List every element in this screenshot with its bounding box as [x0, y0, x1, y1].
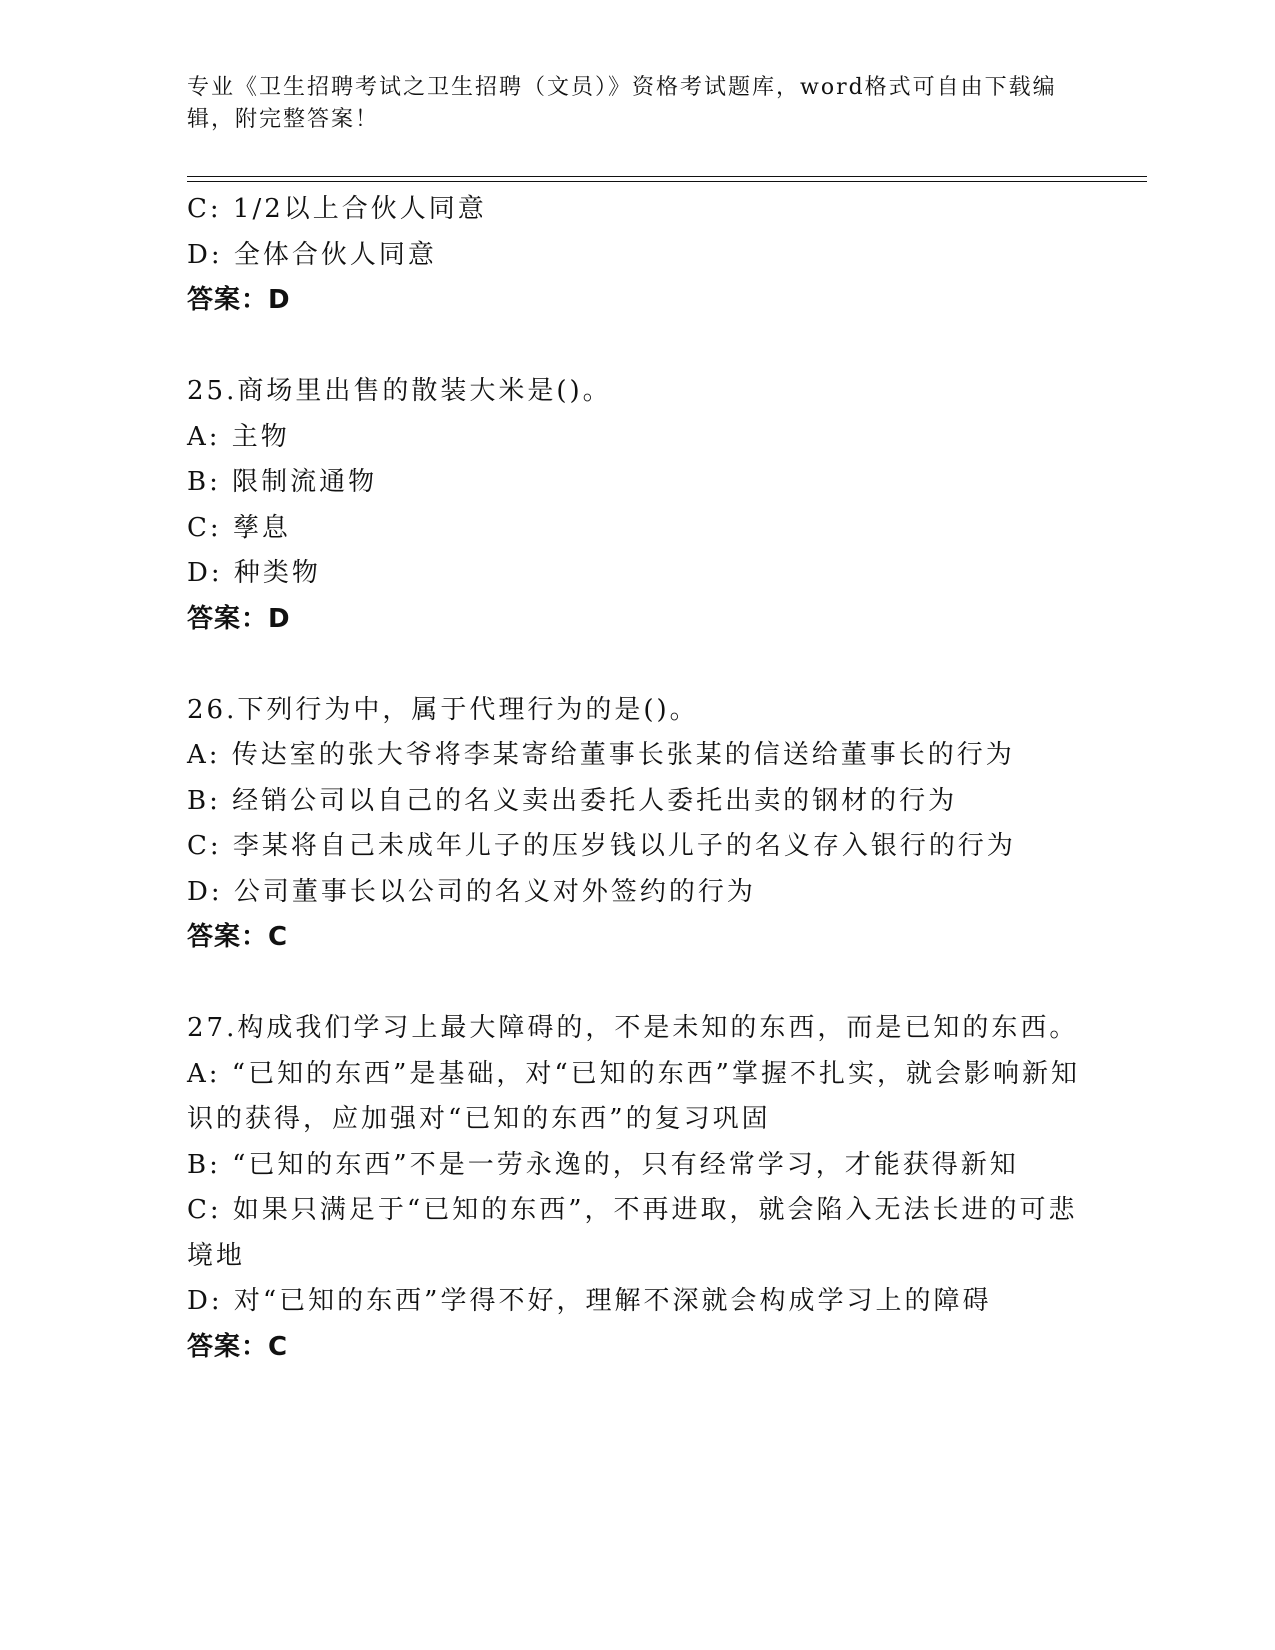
question-title: 27.构成我们学习上最大障碍的，不是未知的东西，而是已知的东西。 — [187, 1013, 1079, 1043]
answer-line: 答案：C — [187, 922, 289, 952]
spacer — [187, 324, 1087, 370]
document-header: 专业《卫生招聘考试之卫生招聘（文员）》资格考试题库，word格式可自由下载编辑，附完整答案！ — [187, 75, 1057, 132]
spacer — [187, 961, 1087, 1007]
question-27 — [187, 1006, 1087, 1370]
question-fragment — [187, 187, 1087, 324]
option-c: C: 孳息 — [187, 512, 291, 543]
header-divider-bottom — [187, 181, 1147, 182]
question-26 — [187, 688, 1087, 961]
option-b: B: 经销公司以自己的名义卖出委托人委托出卖的钢材的行为 — [187, 785, 958, 816]
option-a: A: 传达室的张大爷将李某寄给董事长张某的信送给董事长的行为 — [187, 740, 1015, 770]
option-c: C: 如果只满足于“已知的东西”，不再进取，就会陷入无法长进的可悲境地 — [187, 1195, 1078, 1271]
option-b: B: “已知的东西”不是一劳永逸的，只有经常学习，才能获得新知 — [187, 1149, 1019, 1180]
option-d: D: 公司董事长以公司的名义对外签约的行为 — [187, 876, 756, 907]
option-d: D: 对“已知的东西”学得不好，理解不深就会构成学习上的障碍 — [187, 1286, 992, 1316]
question-title: 26.下列行为中，属于代理行为的是()。 — [187, 694, 699, 725]
answer-line: 答案：D — [187, 285, 291, 315]
header-divider-top — [187, 176, 1147, 177]
option-b: B: 限制流通物 — [187, 467, 378, 497]
option-a: A: 主物 — [187, 421, 290, 452]
option-c: C: 李某将自己未成年儿子的压岁钱以儿子的名义存入银行的行为 — [187, 831, 1016, 861]
option-a: A: “已知的东西”是基础，对“已知的东西”掌握不扎实，就会影响新知识的获得，应加强对“已知的东西”的复习巩固 — [187, 1058, 1080, 1134]
answer-line: 答案：D — [187, 603, 291, 634]
spacer — [187, 642, 1087, 688]
option-d: D: 全体合伙人同意 — [187, 239, 437, 270]
option-c: C: 1/2以上合伙人同意 — [187, 194, 487, 224]
option-d: D: 种类物 — [187, 558, 321, 588]
question-list — [187, 187, 1087, 1370]
question-title: 25.商场里出售的散装大米是()。 — [187, 376, 612, 406]
answer-line: 答案：C — [187, 1331, 289, 1362]
question-25 — [187, 369, 1087, 642]
